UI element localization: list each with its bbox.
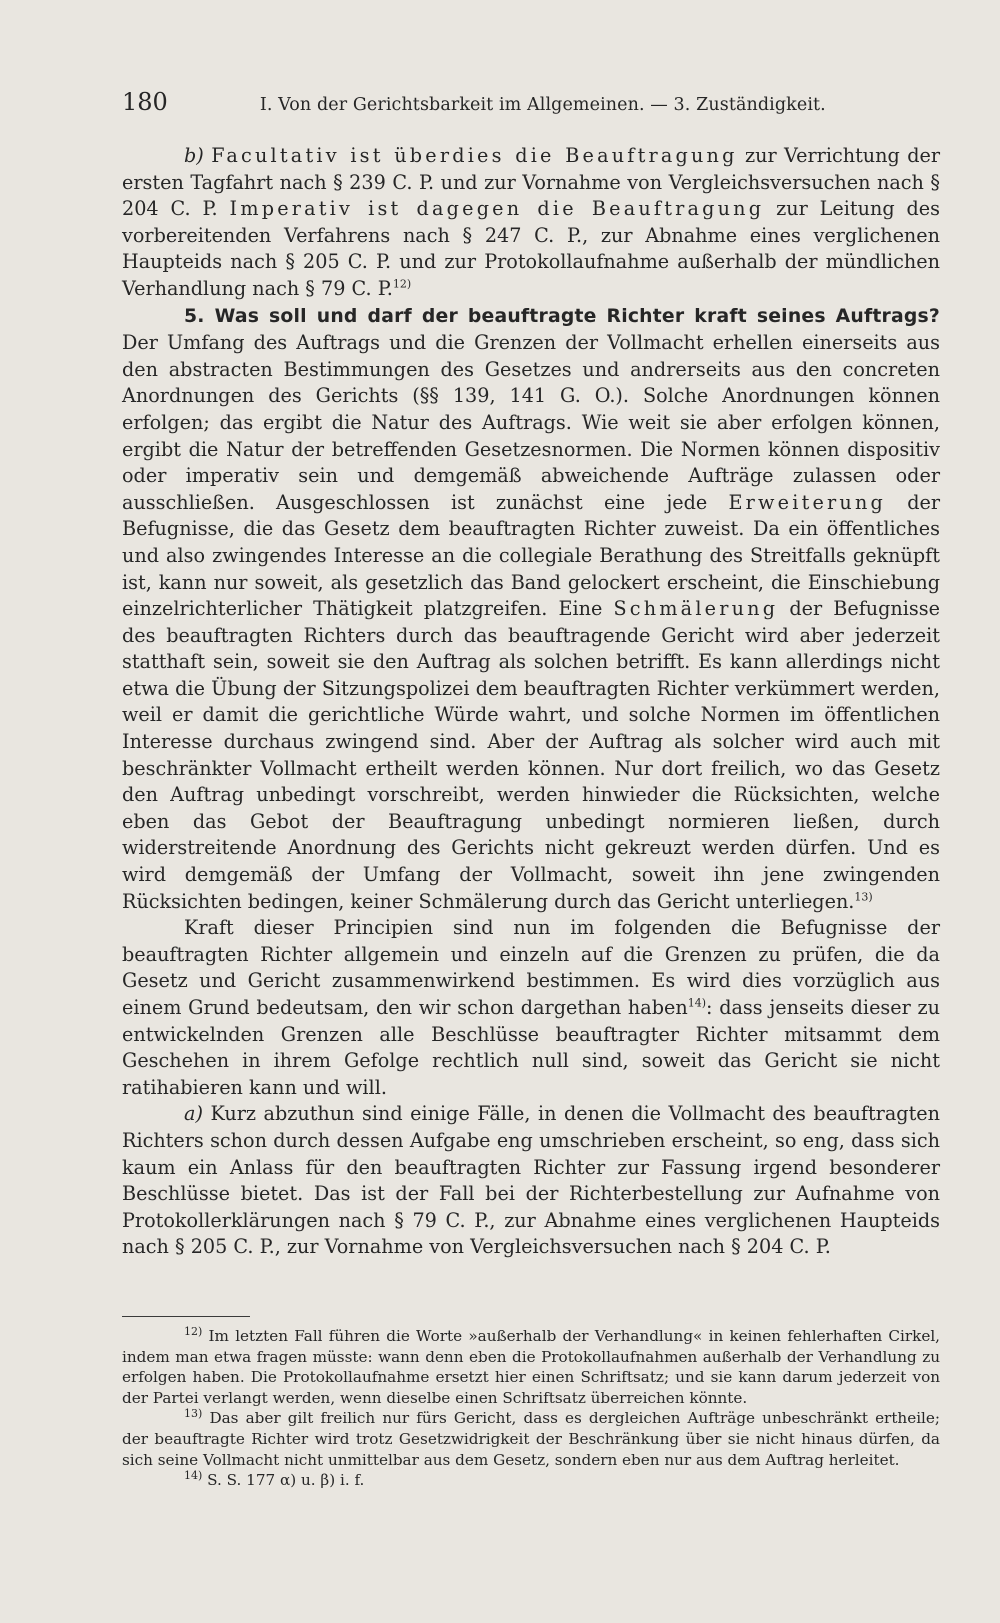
footnote-number: 12) — [184, 1324, 203, 1338]
paragraph-section-5 — [122, 303, 940, 916]
text-run: zur Verrichtung der ersten Tagfahrt nach § 239 C. P. und zur Vornahme von Vergleichsversuchen nach § 204 C. P. — [122, 144, 941, 221]
paragraph-principles — [122, 915, 940, 1101]
text-run: der Befugnisse des beauftragten Richters durch das beauftragende Gericht wird aber jederzeit statthaft sein, soweit sie den Auftrag als solchen betrifft. Es kann allerdings nicht etwa die Übung der Sitzungspolizei dem beauftragten Richter verkümmert werden, weil er damit die gerichtliche Würde wahrt, und solche Normen im öffentlichen Interesse durchaus zwingend sind. Aber der Auftrag als solcher wird auch mit beschränkter Vollmacht ertheilt werden können. Nur dort freilich, wo das Gesetz den Auftrag unbedingt vorschreibt, werden hinwieder die Rücksichten, welche eben das Gebot der Beauftragung unbedingt normieren ließen, durch widerstreitende Anordnung des Gerichts nicht gekreuzt werden dürfen. Und es wird demgemäß der Umfang der Vollmacht, soweit ihn jene zwingenden Rücksichten bedingen, keiner Schmälerung durch das Gericht unterliegen. — [122, 597, 940, 913]
main-text — [122, 143, 940, 1261]
spaced-emphasis: Schmälerung — [613, 597, 779, 621]
text-run: zur Leitung des vorbereitenden Verfahrens nach § 247 C. P., zur Abnahme eines verglichenen Haupteids nach § 205 C. P. und zur Protokollaufnahme außerhalb der mündlichen Verhandlung nach § 79 C. P. — [122, 197, 940, 300]
footnote-ref-12: 12) — [392, 277, 412, 291]
footnote-text: Im letzten Fall führen die Worte »außerhalb der Verhandlung« in keinen fehlerhaften Cirkel, indem man etwa fragen müsste: wann denn eben die Protokollaufnahmen außerhalb der Verhandlung zu erfolgen haben. Die Protokollaufnahme ersetzt hier einen Schriftsatz; und sie kann darum jederzeit von der Partei verlangt werden, wenn dieselbe einen Schriftsatz überreichen könnte. — [122, 1327, 940, 1407]
text-run: Der Umfang des Auftrags und die Grenzen der Vollmacht erhellen einerseits aus den abstracten Bestimmungen des Gesetzes und andrerseits aus den concreten Anordnungen des Gerichts (§§ 139, 141 G. O.). Solche Anordnungen können erfolgen; das ergibt die Natur des Auftrags. Wie weit sie aber erfolgen können, ergibt die Natur der betreffenden Gesetzesnormen. Die Normen können dispositiv oder imperativ sein und demgemäß abweichende Aufträge zulassen oder ausschließen. Ausgeschlossen ist zunächst eine jede — [122, 331, 940, 514]
paragraph-a — [122, 1101, 940, 1261]
spaced-emphasis: Facultativ ist überdies die Beauftragung — [211, 144, 738, 167]
spaced-emphasis: Imperativ ist dagegen die Beauftragung — [229, 197, 765, 221]
paragraph-facultativ — [122, 143, 940, 303]
text-run: Kurz abzuthun sind einige Fälle, in denen die Vollmacht des beauftragten Richters schon durch dessen Aufgabe eng umschrieben erscheint, so eng, dass sich kaum ein Anlass für den beauftragten Richter zur Fassung irgend besonderer Beschlüsse bietet. Das ist der Fall bei der Richterbestellung zur Aufnahme von Protokollerklärungen nach § 79 C. P., zur Abnahme eines verglichenen Haupteids nach § 205 C. P., zur Vornahme von Vergleichsversuchen nach § 204 C. P. — [122, 1102, 940, 1259]
page-header — [122, 88, 942, 126]
footnote-ref-13: 13) — [854, 890, 873, 904]
footnote-number: 14) — [184, 1469, 203, 1483]
spaced-emphasis: Erweiterung — [728, 490, 886, 514]
text-run: der Befugnisse, die das Gesetz dem beauftragten Richter zuweist. Da ein öffentliches und also zwingendes Interesse an die collegiale Berathung des Streitfalls geknüpft ist, kann nur soweit, als gesetzlich das Band gelockert erscheint, die Einschiebung einzelrichterlicher Thätigkeit platzgreifen. Eine — [122, 490, 940, 621]
footnotes — [122, 1326, 940, 1491]
section-heading: 5. Was soll und darf der beauftragte Richter kraft seines Auftrags? — [184, 305, 940, 327]
footnote-text: Das aber gilt freilich nur fürs Gericht, dass es dergleichen Aufträge unbeschränkt ertheile; der beauftragte Richter wird trotz Gesetzwidrigkeit der Beschränkung über sie nicht hinaus dürfen, da sich seine Vollmacht nicht unmittelbar aus dem Gesetz, sondern eben nur aus dem Auftrag herleitet. — [122, 1409, 941, 1469]
footnote-14 — [122, 1470, 940, 1491]
footnote-number: 13) — [184, 1407, 203, 1421]
footnote-text: S. S. 177 α) u. β) i. f. — [207, 1471, 365, 1490]
text-run: Kraft dieser Principien sind nun im folgenden die Befugnisse der beauftragten Richter allgemein und einzeln auf die Grenzen zu prüfen, die da Gesetz und Gericht zusammenwirkend bestimmen. Es wird dies vorzüglich aus einem Grund bedeutsam, den wir schon dargethan haben — [122, 916, 940, 1019]
running-head: I. Von der Gerichtsbarkeit im Allgemeinen. — 3. Zuständigkeit. — [259, 95, 826, 115]
enum-marker-b: b) — [184, 144, 204, 167]
page-number: 180 — [122, 88, 168, 116]
footnote-ref-14: 14) — [687, 996, 707, 1010]
enum-marker-a: a) — [184, 1102, 203, 1126]
footnote-12 — [122, 1326, 940, 1408]
footnote-rule — [122, 1316, 250, 1317]
text-run: : dass jenseits dieser zu entwickelnden Grenzen alle Beschlüsse beauftragter Richter mitsammt dem Geschehen in ihrem Gefolge rechtlich null sind, soweit das Gericht sie nicht ratihabieren kann und will. — [122, 996, 940, 1099]
footnote-13 — [122, 1408, 940, 1470]
